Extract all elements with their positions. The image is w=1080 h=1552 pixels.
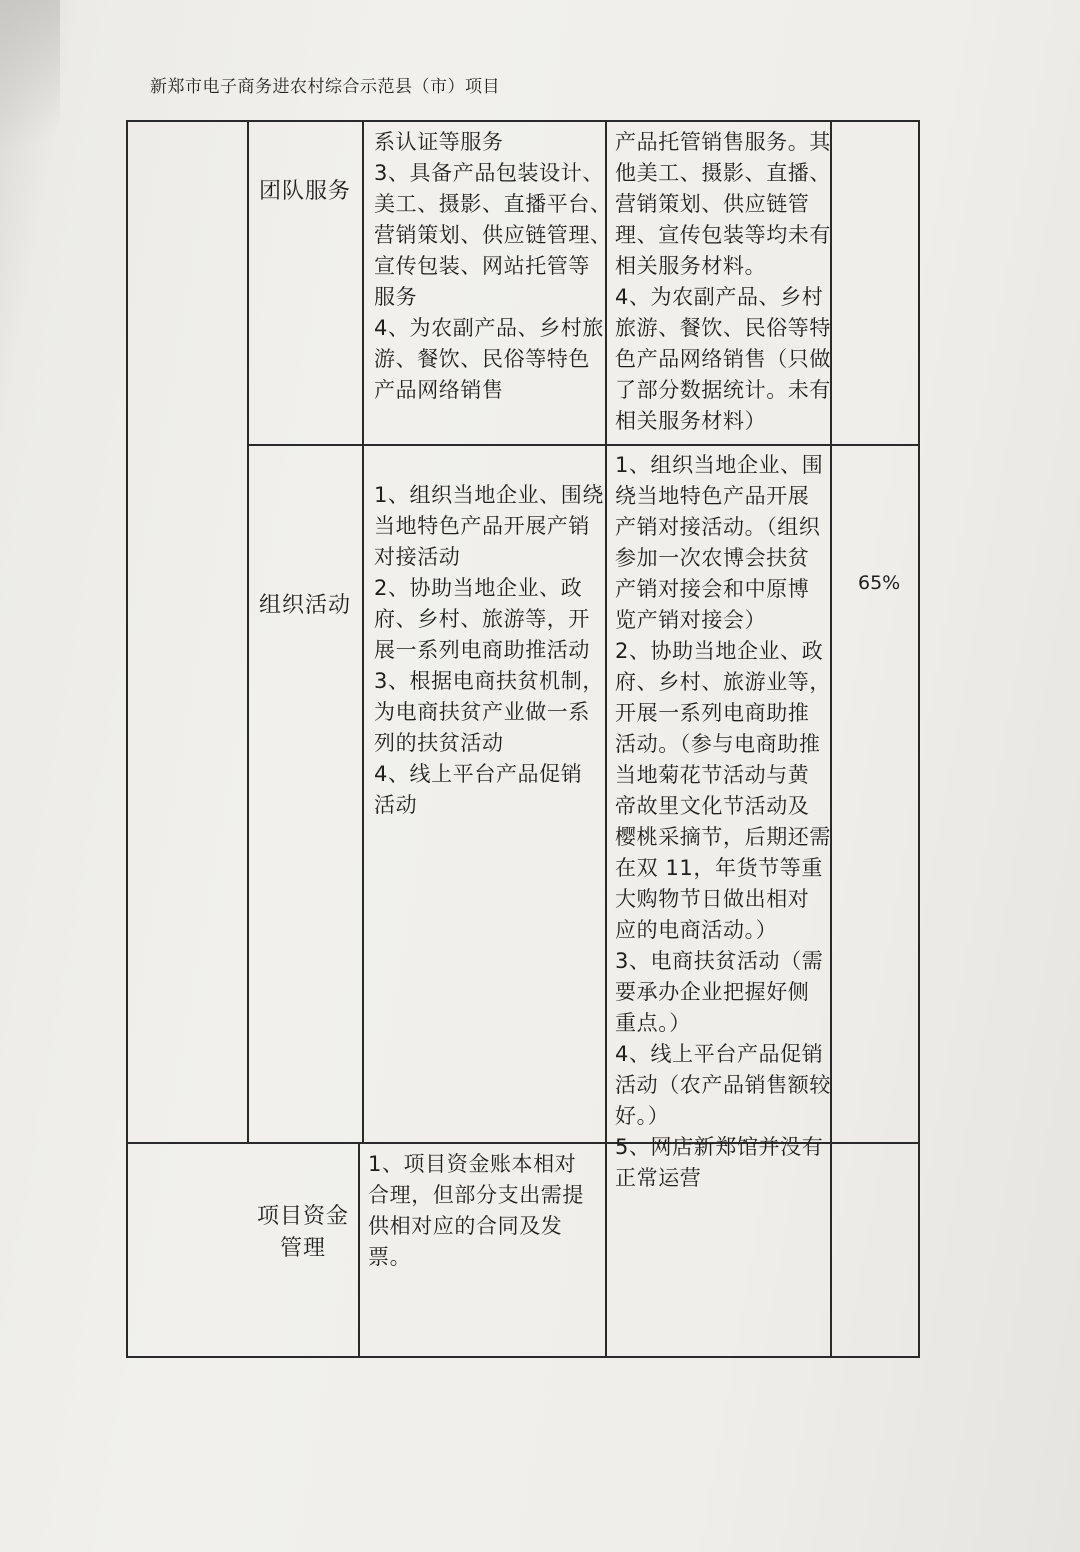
row-category: 团队服务 xyxy=(258,179,351,204)
row-requirement: 1、项目资金账本相对 合理，但部分支出需提 供相对应的合同及发 票。 xyxy=(368,1152,584,1269)
page-header: 新郑市电子商务进农村综合示范县（市）项目 xyxy=(150,77,500,97)
table-border-right xyxy=(918,120,920,1358)
row-category: 组织活动 xyxy=(258,593,351,618)
table-border-bottom xyxy=(126,1356,920,1358)
table-divider-2 xyxy=(362,120,364,1142)
row-category: 项目资金 管理 xyxy=(256,1204,349,1261)
row-divider-1 xyxy=(247,444,920,446)
table-divider-1b xyxy=(358,1142,360,1358)
page-shadow xyxy=(0,0,60,200)
row-assessment: 1、组织当地企业、围 绕当地特色产品开展 产销对接活动。（组织 参加一次农博会扶贫 产销对接会和中原博 览产销对接会） 2、协助当地企业、政 府、乡村、旅游业等， 开展一系列电商助推 活动。（参与电商助推 当地菊花节活动与黄 帝故里文化节活动及 樱桃采摘节，后期还需 在双 11，年货节等重 大购物节日做出相对 应的电商活动。） 3、电商扶贫活动（需 要承办企业把握好侧 重点。） 4、线上平台产品促销 活动（农产品销售额较 好。） 5、网店新郑馆并没有 正常运营 xyxy=(615,453,831,1190)
table-border-left xyxy=(126,120,128,1358)
table-border-top xyxy=(126,120,920,122)
row-requirement: 系认证等服务 3、具备产品包装设计、 美工、摄影、直播平台、 营销策划、供应链管理、 宣传包装、网站托管等 服务 4、为农副产品、乡村旅 游、餐饮、民俗等特色 产品网络销售 xyxy=(374,130,612,402)
row-assessment: 产品托管销售服务。其 他美工、摄影、直播、 营销策划、供应链管 理、宣传包装等均未有 相关服务材料。 4、为农副产品、乡村 旅游、餐饮、民俗等特 色产品网络销售（只做 了部分数据统计。未有 相关服务材料） xyxy=(615,130,831,433)
row-score: 65% xyxy=(858,572,901,594)
table-divider-1 xyxy=(247,120,249,1142)
row-requirement: 1、组织当地企业、围绕 当地特色产品开展产销 对接活动 2、协助当地企业、政 府、乡村、旅游等，开 展一系列电商助推活动 3、根据电商扶贫机制， 为电商扶贫产业做一系 列的扶贫活动 4、线上平台产品促销 活动 xyxy=(374,483,604,817)
